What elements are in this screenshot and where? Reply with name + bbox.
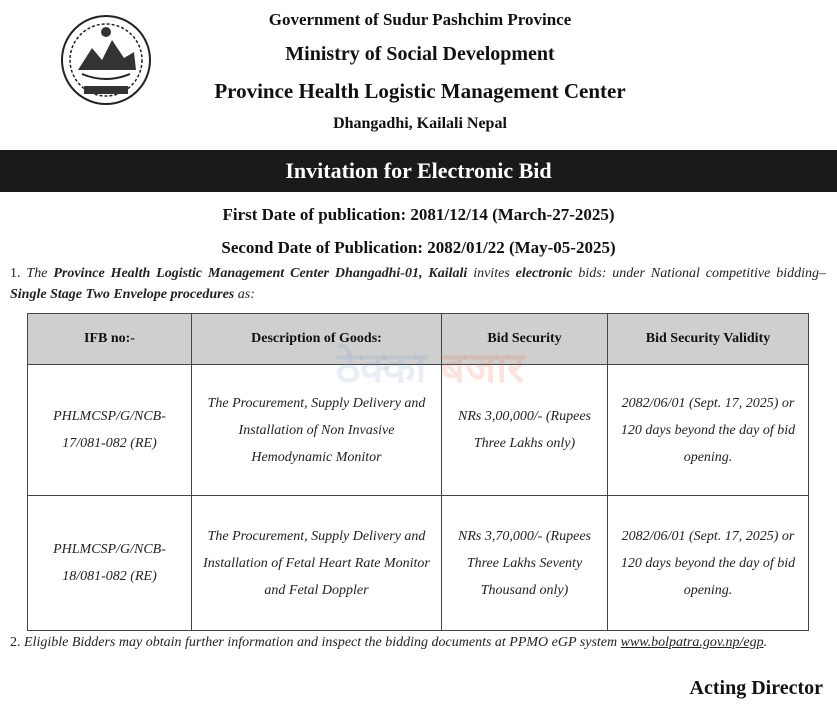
paragraph-number: 1. bbox=[10, 266, 21, 281]
table-row bbox=[28, 365, 809, 496]
center-name: Province Health Logistic Management Center bbox=[214, 79, 626, 103]
goods-description: The Procurement, Supply Delivery and Installation of Fetal Heart Rate Monitor and Fetal Doppler bbox=[192, 496, 442, 631]
signatory-title: Acting Director bbox=[689, 677, 823, 699]
col-header-ifb: IFB no:- bbox=[28, 314, 192, 365]
paragraph-number: 2. bbox=[10, 635, 21, 650]
col-header-validity: Bid Security Validity bbox=[608, 314, 809, 365]
table-header-row bbox=[28, 314, 809, 365]
bid-security: NRs 3,70,000/- (Rupees Three Lakhs Seventy Thousand only) bbox=[442, 496, 608, 631]
ifb-number: PHLMCSP/G/NCB-18/081-082 (RE) bbox=[28, 496, 192, 631]
ministry-name: Ministry of Social Development bbox=[285, 43, 555, 65]
document-header bbox=[0, 0, 837, 148]
egp-link[interactable]: www.bolpatra.gov.np/egp bbox=[620, 635, 764, 650]
bid-security-validity: 2082/06/01 (Sept. 17, 2025) or 120 days beyond the day of bid opening. bbox=[608, 365, 809, 496]
center-reference: Province Health Logistic Management Center Dhangadhi-01, Kailali bbox=[53, 266, 468, 281]
watermark: ठेक्का बजार bbox=[335, 343, 525, 392]
bidder-info-paragraph: 2. Eligible Bidders may obtain further information and inspect the bidding documents at PPMO eGP system www.bolpatra.gov.np/egp. bbox=[10, 635, 768, 650]
bid-security: NRs 3,00,000/- (Rupees Three Lakhs only) bbox=[442, 365, 608, 496]
bid-security-validity: 2082/06/01 (Sept. 17, 2025) or 120 days beyond the day of bid opening. bbox=[608, 496, 809, 631]
government-name: Government of Sudur Pashchim Province bbox=[268, 10, 572, 29]
second-publication-date: Second Date of Publication: 2082/01/22 (May-05-2025) bbox=[221, 238, 616, 257]
procedure-type: Single Stage Two Envelope procedures bbox=[10, 287, 235, 302]
col-header-bid-security: Bid Security bbox=[442, 314, 608, 365]
col-header-description: Description of Goods: bbox=[192, 314, 442, 365]
bids-table bbox=[27, 313, 809, 631]
table-row bbox=[28, 496, 809, 631]
location: Dhangadhi, Kailali Nepal bbox=[333, 115, 507, 132]
ifb-number: PHLMCSP/G/NCB-17/081-082 (RE) bbox=[28, 365, 192, 496]
first-publication-date: First Date of publication: 2081/12/14 (March-27-2025) bbox=[222, 205, 615, 224]
notice-title: Invitation for Electronic Bid bbox=[0, 150, 837, 192]
invitation-paragraph: 1. The Province Health Logistic Management Center Dhangadhi-01, Kailali invites electronic bids: under National competitive bidding– Single Stage Two Envelope procedures as: bbox=[10, 266, 827, 302]
goods-description: The Procurement, Supply Delivery and Installation of Non Invasive Hemodynamic Monitor bbox=[192, 365, 442, 496]
nepal-emblem-icon bbox=[58, 12, 154, 108]
